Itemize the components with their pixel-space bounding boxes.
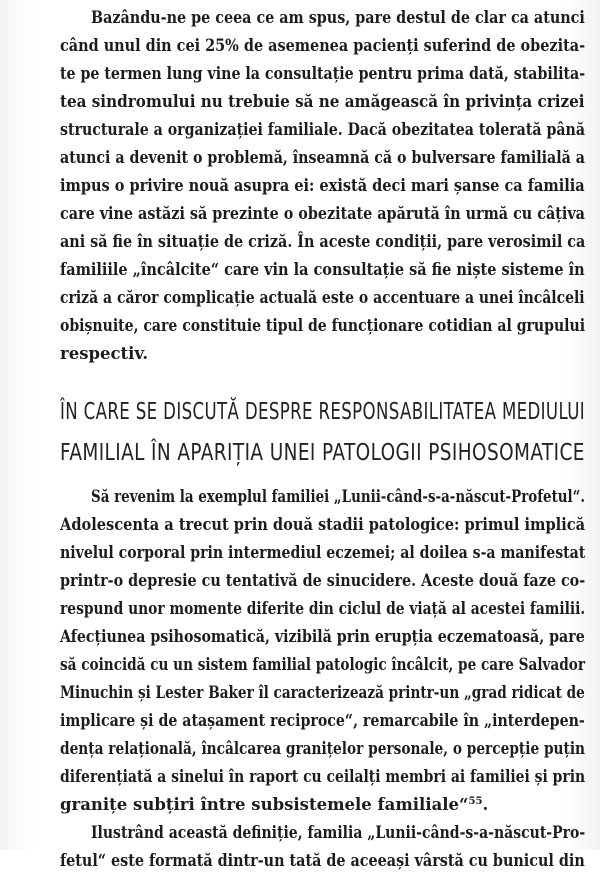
paragraph-1-line: ani să fie în situație de criză. În aceste condiții, pare verosimil ca [60, 232, 586, 251]
section-heading-line: ÎN CARE SE DISCUTĂ DESPRE RESPONSABILITATEA MEDIULUI [60, 399, 586, 425]
paragraph-3-line: Ilustrând această definiție, familia „Lunii-când-s-a-născut-Pro- [91, 823, 586, 842]
paragraph-1-line: respectiv. [60, 344, 149, 363]
paragraph-2-last-line [60, 791, 488, 819]
paragraph-3-line: fetul“ este formată dintr-un tată de aceeași vârstă cu bunicul din [60, 851, 585, 870]
paragraph-2-line: implicare și de atașament reciproce“, remarcabile în „interdepen- [60, 711, 585, 730]
paragraph-1-line: atunci a devenit o problemă, înseamnă că o bulversare familială a [60, 148, 585, 167]
paragraph-1-line: obișnuite, care constituie tipul de funcționare cotidian al grupului [60, 316, 586, 335]
paragraph-2-line: nivelul corporal prin intermediul eczemei; al doilea s-a manifestat [60, 543, 586, 562]
paragraph-2-line: respund unor momente diferite din ciclul de viață al acestei familii. [60, 599, 586, 618]
paragraph-2-line-text: granițe subțiri între subsistemele familiale“ [60, 795, 469, 814]
paragraph-1-line: te pe termen lung vine la consultație pentru prima dată, stabilita- [60, 64, 586, 83]
section-heading-line: FAMILIAL ÎN APARIȚIA UNEI PATOLOGII PSIHOSOMATICE [60, 440, 585, 466]
paragraph-1-line: care vine astăzi să prezinte o obezitate apărută în urmă cu câțiva [60, 204, 585, 223]
paragraph-2-line: să coincidă cu un sistem familial patologic încâlcit, pe care Salvador [60, 655, 586, 674]
paragraph-2-line: diferențiată a sinelui în raport cu ceilalți membri ai familiei și prin [60, 767, 586, 786]
paragraph-1-line: când unul din cei 25% de asemenea pacienți suferind de obezita- [60, 36, 586, 55]
paragraph-2-line: Minuchin și Lester Baker îl caracterizează printr-un „grad ridicat de [60, 683, 585, 702]
footnote-reference-period: . [482, 795, 489, 814]
footnote-reference: 55 [468, 796, 483, 807]
paragraph-1-line: impus o privire nouă asupra ei: există deci mari șanse ca familia [60, 176, 585, 195]
paragraph-2-line: dența relațională, încâlcarea granițelor personale, o percepție puțin [60, 739, 585, 758]
paragraph-2-line: Să revenim la exemplul familiei „Lunii-când-s-a-născut-Profetul“. [91, 487, 586, 506]
paragraph-1-line: familiile „încâlcite“ care vin la consultație să fie niște sisteme în [60, 260, 585, 279]
paragraph-1-line: tea sindromului nu trebuie să ne amăgească în privința crizei [60, 92, 585, 111]
paragraph-2-line: Adolescenta a trecut prin două stadii patologice: primul implică [60, 515, 586, 534]
paragraph-2-line: Afecțiunea psihosomatică, vizibilă prin erupția eczematoasă, pare [60, 627, 585, 646]
paragraph-1-line: criză a căror complicație actuală este o accentuare a unei încâlceli [60, 288, 585, 307]
paragraph-1-line: Bazându-ne pe ceea ce am spus, pare destul de clar ca atunci [91, 8, 585, 27]
paragraph-2-line: printr-o depresie cu tentativă de sinucidere. Aceste două faze co- [60, 571, 586, 590]
paragraph-1-line: structurale a organizației familiale. Dacă obezitatea tolerată până [60, 120, 586, 139]
